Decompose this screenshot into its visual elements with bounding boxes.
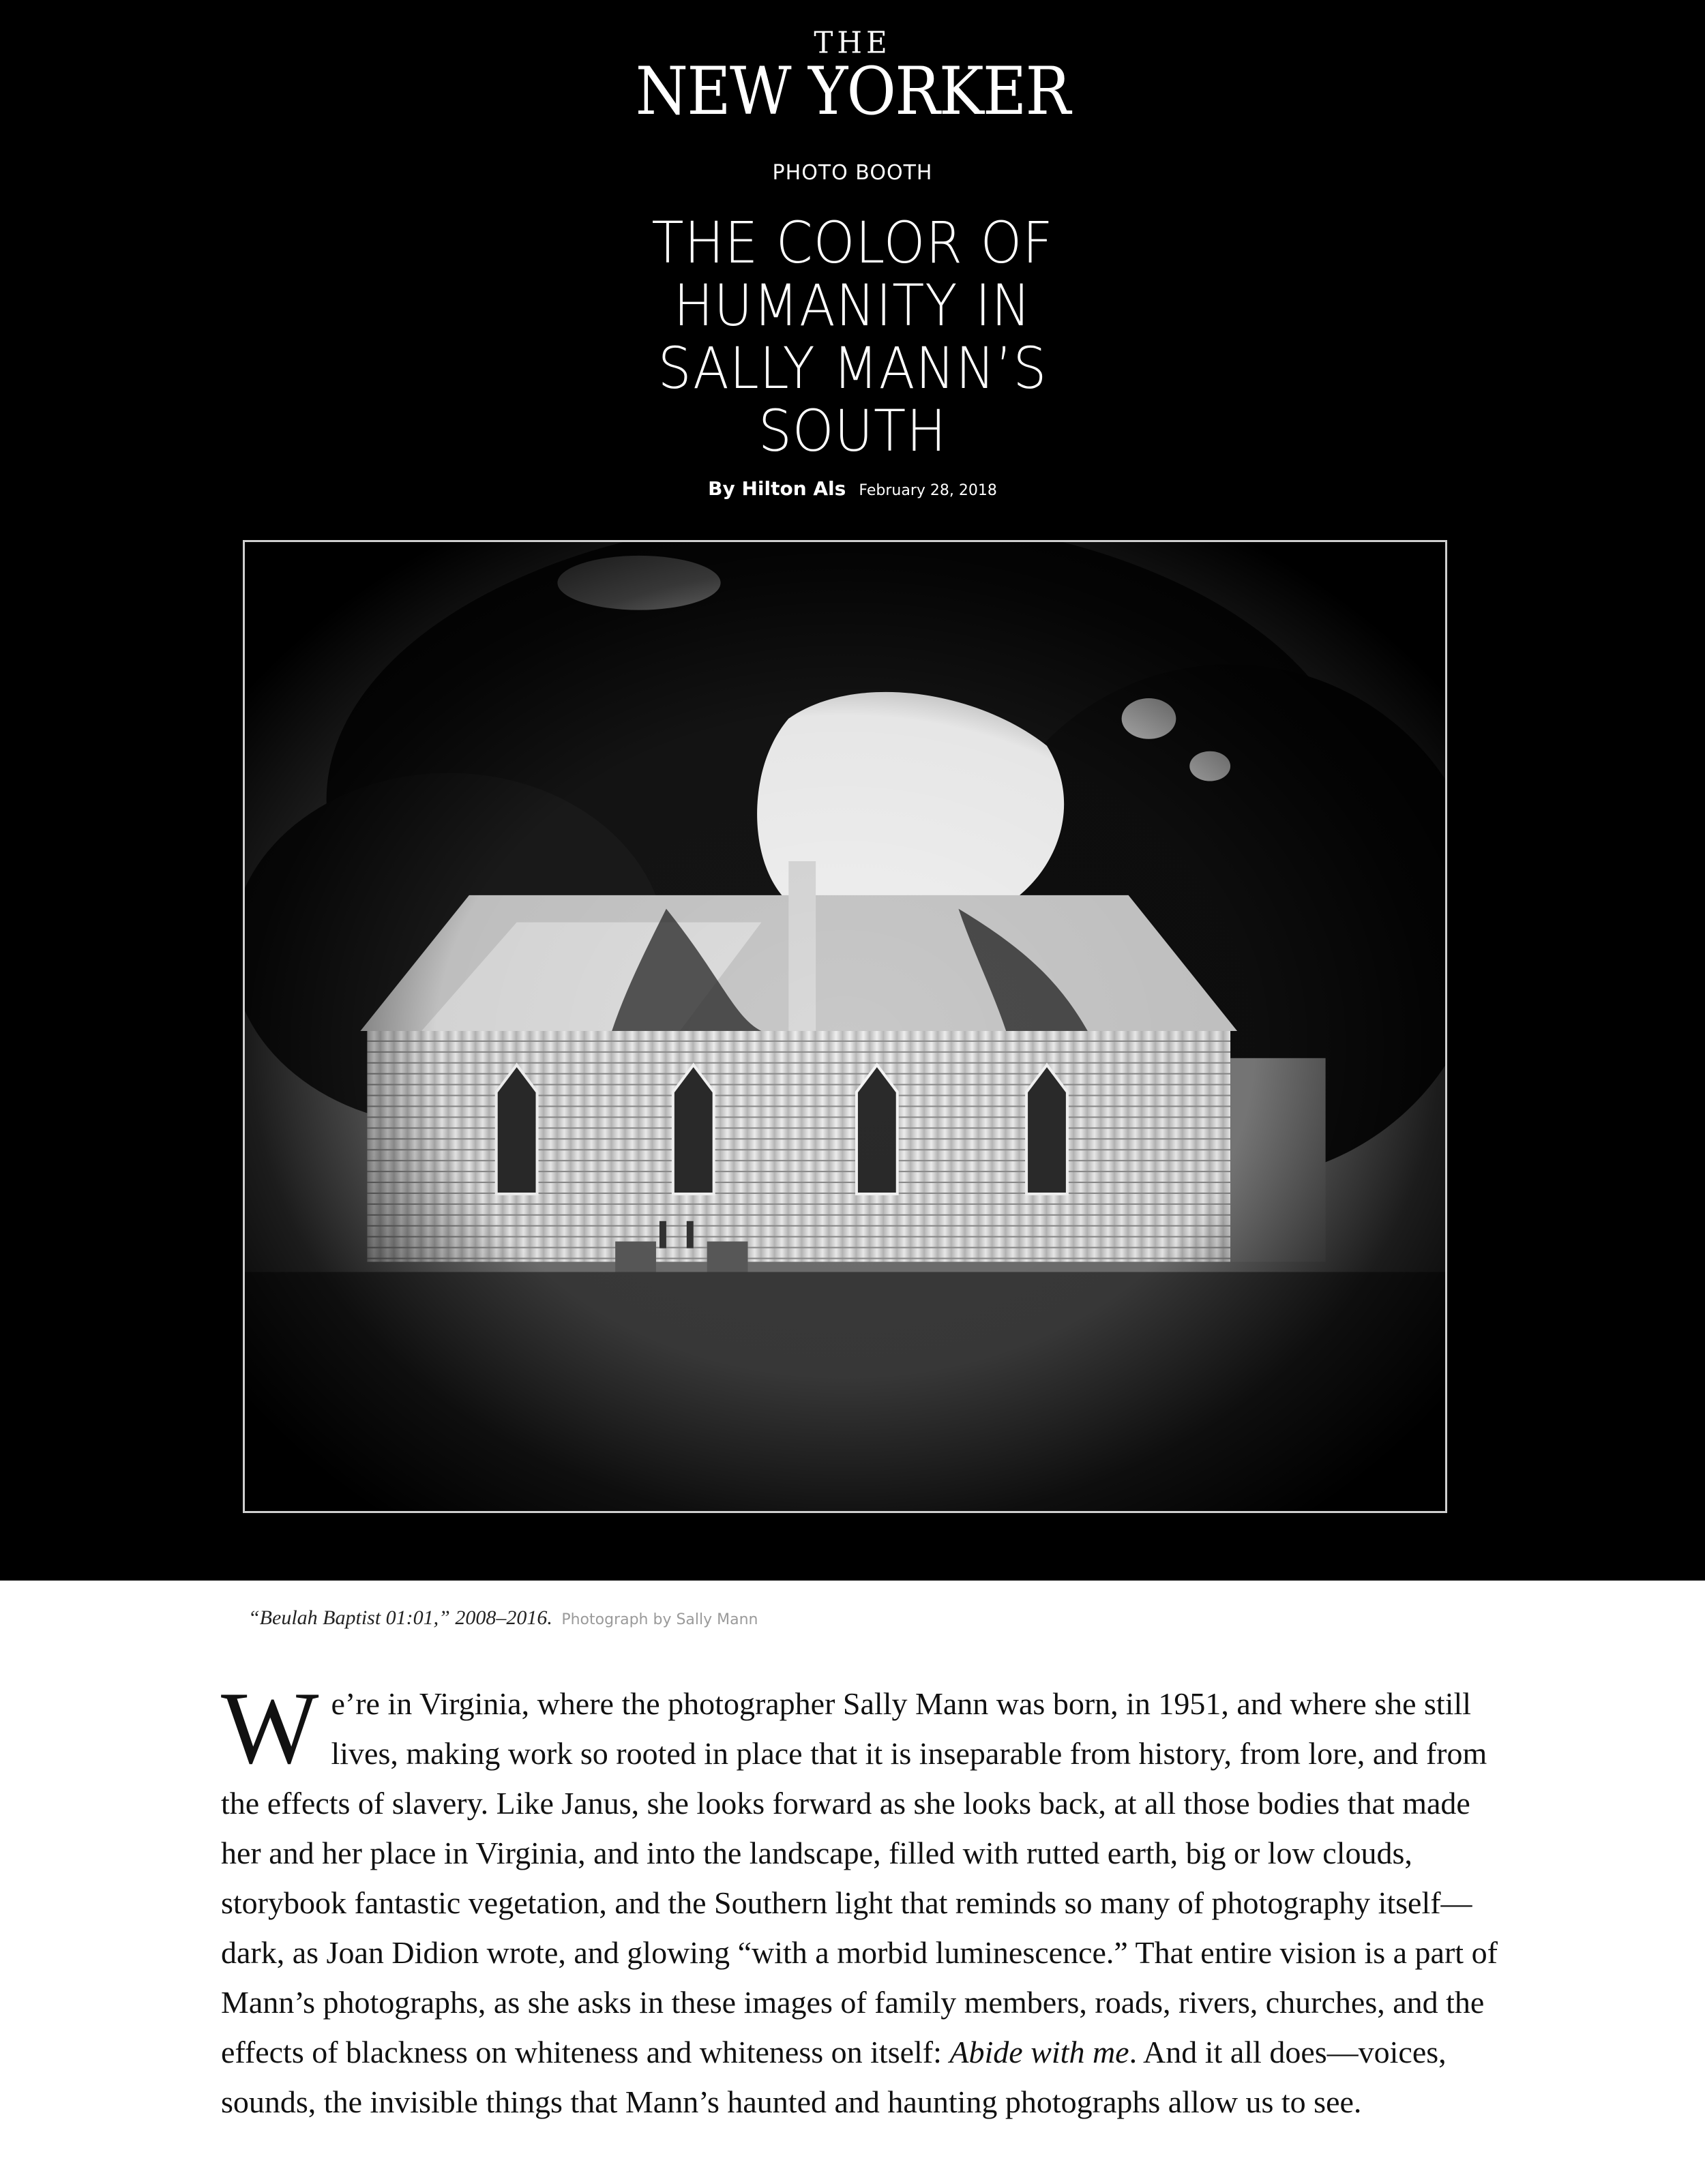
author-link[interactable]: By Hilton Als	[708, 477, 846, 500]
headline-line: THE COLOR OF	[651, 209, 1054, 276]
caption-credit: Photograph by Sally Mann	[561, 1611, 758, 1628]
headline-line: SALLY MANN’S	[657, 335, 1048, 402]
emphasis-text: Abide with me	[949, 2035, 1129, 2069]
article-headline	[68, 211, 1637, 462]
drop-cap: W	[221, 1671, 319, 1785]
masthead-the: THE	[814, 25, 891, 61]
headline-line: HUMANITY IN	[673, 272, 1032, 339]
paragraph-text-end: . And it all does—voices, sounds, the invisible things that Mann’s haunted and haunting photographs allow us to see.	[221, 2035, 1447, 2119]
rubric-label[interactable]: PHOTO BOOTH	[772, 161, 933, 185]
church-photograph-image	[245, 542, 1445, 1511]
photo-caption	[248, 1606, 758, 1630]
article-body	[221, 1671, 1510, 2127]
paragraph-text: e’re in Virginia, where the photographer Sally Mann was born, in 1951, and where she still lives, making work so rooted in place that it is inseparable from history, from lore, and from the effects of slavery. Like Janus, she looks forward as she looks back, at all those bodies that made her and her place in Virginia, and into the landscape, filled with rutted earth, big or low clouds, storybook fantastic vegetation, and the Southern light that reminds so many of photography itself—dark, as Joan Didion wrote, and glowing “with a morbid luminescence.” That entire vision is a part of Mann’s photographs, as she asks in these images of family members, roads, rivers, churches, and the effects of blackness on whiteness and whiteness on itself:	[221, 1686, 1498, 2069]
lead-photograph	[243, 540, 1447, 1513]
byline	[0, 477, 1705, 500]
headline-line: SOUTH	[758, 398, 947, 464]
masthead-logo[interactable]: NEW YORKER	[635, 53, 1070, 130]
caption-title: “Beulah Baptist 01:01,” 2008–2016.	[248, 1606, 552, 1629]
article-paragraph	[221, 1671, 1510, 2127]
publish-date: February 28, 2018	[859, 482, 997, 499]
